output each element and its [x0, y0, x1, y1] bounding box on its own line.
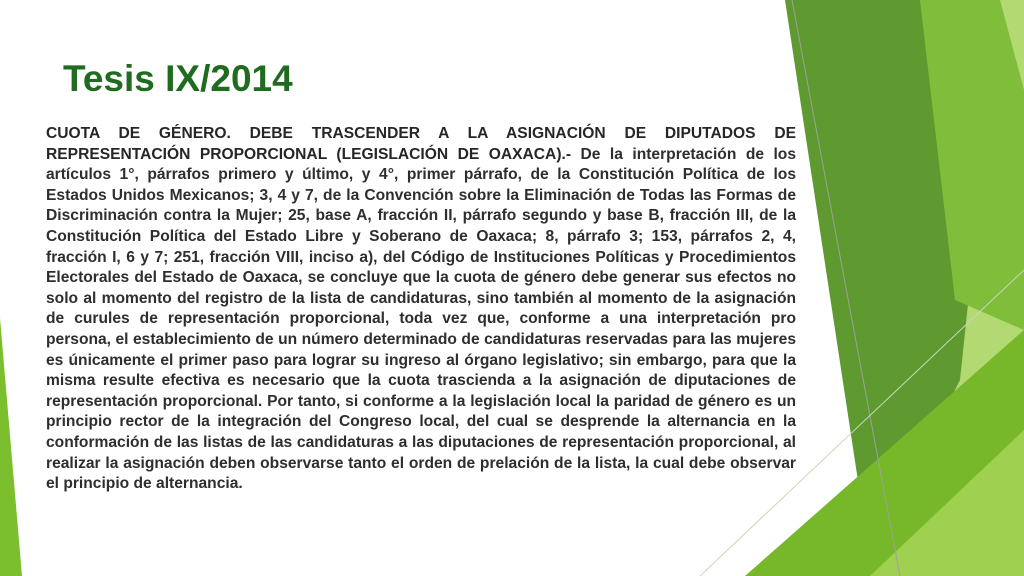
thesis-heading: CUOTA DE GÉNERO. DEBE TRASCENDER A LA ASIGNACIÓN DE DIPUTADOS DE REPRESENTACIÓN PROPORCIONAL (LEGISLACIÓN DE OAXACA).- — [46, 125, 796, 163]
slide-title: Tesis IX/2014 — [63, 58, 293, 99]
left-green-stripe — [0, 318, 22, 576]
thesis-text — [46, 124, 796, 495]
thesis-body: De la interpretación de los artículos 1°, párrafos primero y último, y 4°, primer párrafo, de la Constitución Política de los Estados Unidos Mexicanos; 3, 4 y 7, de la Convención sobre la Eliminación de Todas las Formas de Discriminación contra la Mujer; 25, base A, fracción II, párrafo segundo y base B, fracción III, de la Constitución Política del Estado Libre y Soberano de Oaxaca; 8, párrafo 3; 153, párrafos 2, 4, fracción I, 6 y 7; 251, fracción VIII, inciso a), del Código de Instituciones Políticas y Procedimientos Electorales del Estado de Oaxaca, se concluye que la cuota de género debe generar sus efectos no solo al momento del registro de la lista de candidaturas, sino también al momento de la asignación de curules de representación proporcional, toda vez que, conforme a una interpretación pro persona, el establecimiento de un número determinado de candidaturas reservadas para las mujeres es únicamente el primer paso para lograr su ingreso al órgano legislativo; sin embargo, para que la misma resulte efectiva es necesario que la cuota trascienda a la asignación de diputaciones de representación proporcional. Por tanto, si conforme a la legislación local la paridad de género es un principio rector de la integración del Congreso local, del cual se desprende la alternancia en la conformación de las listas de las candidaturas a las diputaciones de representación proporcional, al realizar la asignación deben observarse tanto el orden de prelación de la lista, la cual debe observar el principio de alternancia. — [46, 145, 797, 493]
